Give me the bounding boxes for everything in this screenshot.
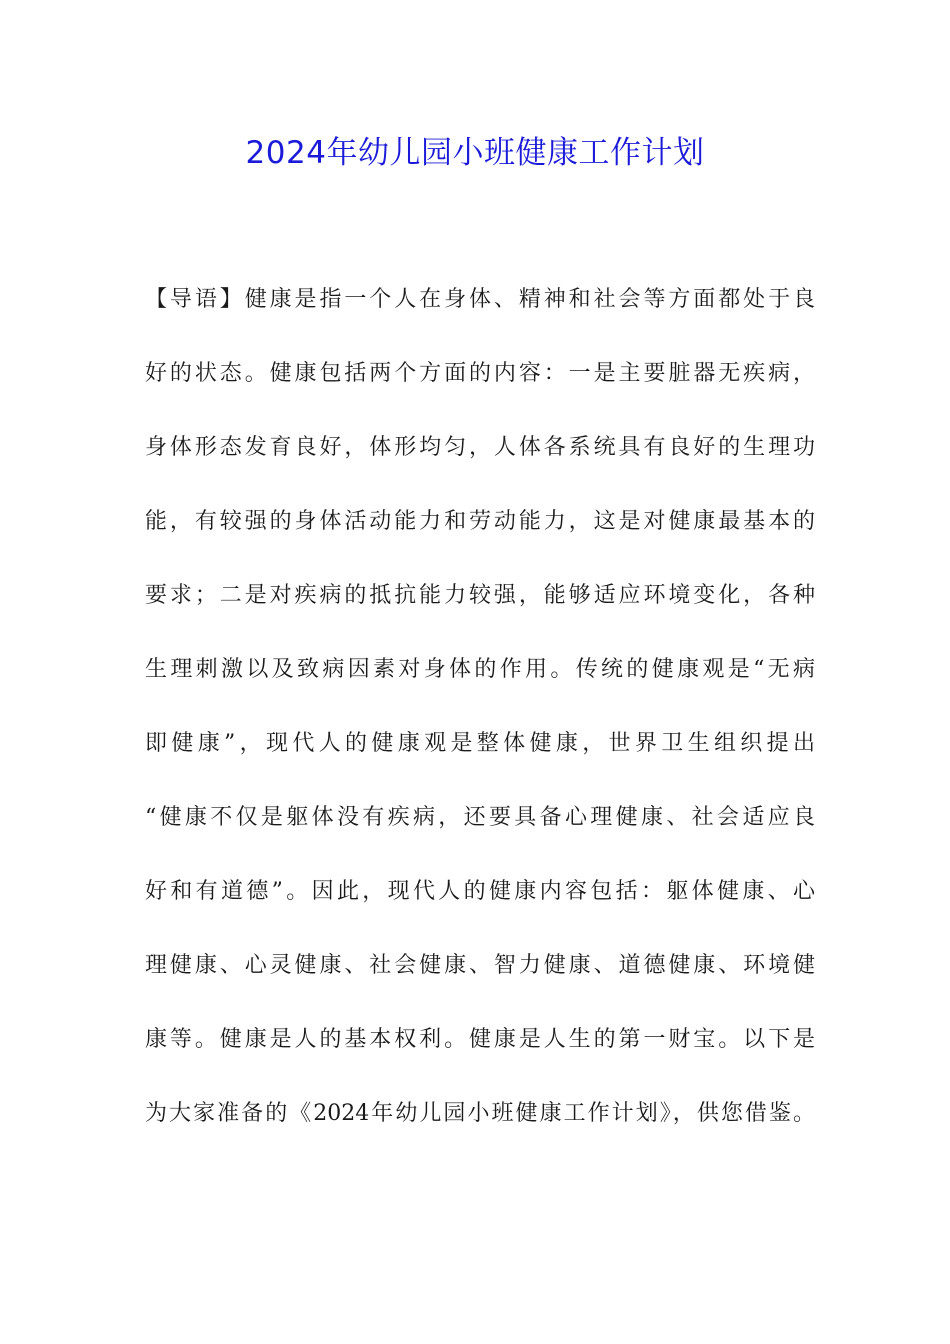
paragraph-line: 即健康”，现代人的健康观是整体健康，世界卫生组织提出 (145, 731, 815, 756)
paragraph-line: 身体形态发育良好，体形均匀，人体各系统具有良好的生理功 (145, 435, 815, 460)
paragraph-line: “健康不仅是躯体没有疾病，还要具备心理健康、社会适应良 (145, 805, 815, 830)
intro-paragraph (145, 278, 815, 1166)
paragraph-line: 生理刺激以及致病因素对身体的作用。传统的健康观是“无病 (145, 657, 815, 682)
paragraph-line: 能，有较强的身体活动能力和劳动能力，这是对健康最基本的 (145, 509, 815, 534)
paragraph-line: 好的状态。健康包括两个方面的内容：一是主要脏器无疾病， (145, 361, 815, 386)
paragraph-line: 理健康、心灵健康、社会健康、智力健康、道德健康、环境健 (145, 953, 815, 978)
paragraph-line: 康等。健康是人的基本权利。健康是人生的第一财宝。以下是 (145, 1027, 815, 1052)
paragraph-line: 好和有道德”。因此，现代人的健康内容包括：躯体健康、心 (145, 879, 815, 904)
document-title: 2024年幼儿园小班健康工作计划 (245, 135, 705, 171)
paragraph-line: 为大家准备的《2024年幼儿园小班健康工作计划》，供您借鉴。 (145, 1101, 815, 1126)
paragraph-line: 要求；二是对疾病的抵抗能力较强，能够适应环境变化，各种 (145, 583, 815, 608)
paragraph-line: 【导语】健康是指一个人在身体、精神和社会等方面都处于良 (145, 287, 815, 312)
